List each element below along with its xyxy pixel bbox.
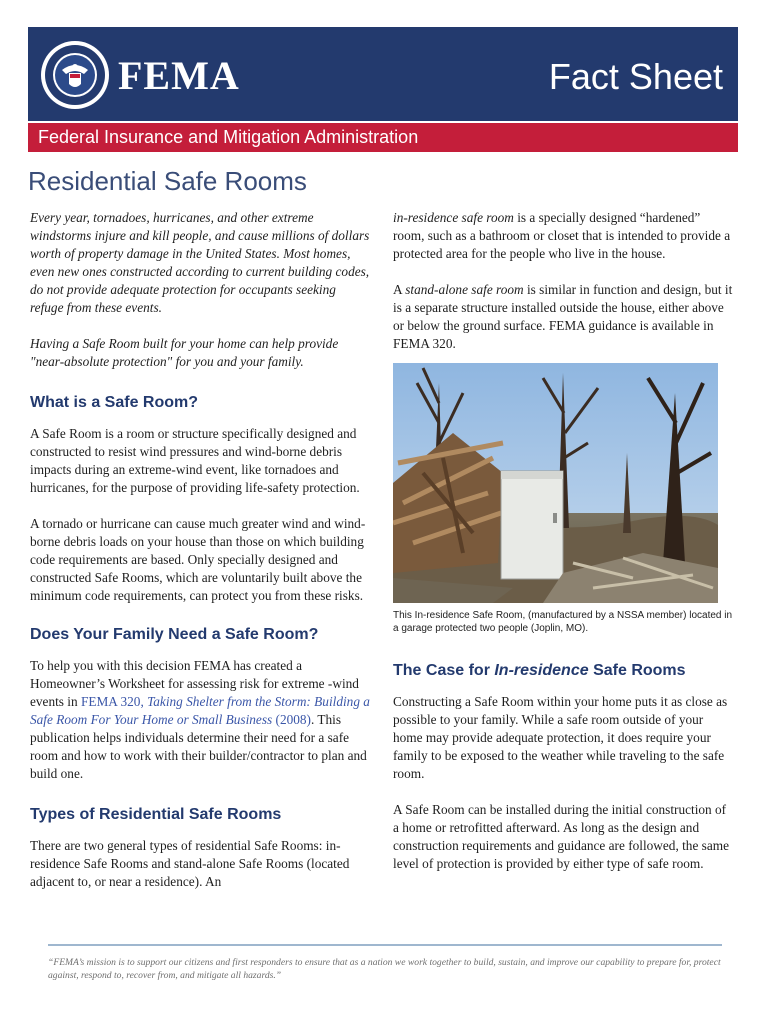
in-residence-term: in-residence safe room: [393, 210, 514, 225]
tornado-damage-photo: [393, 363, 718, 603]
stand-alone-text-end: is similar in function and design, but it is a separate structure installed outside the house, either above or below the ground surface. FEMA guidance is available in FEMA 320.: [393, 282, 733, 351]
family-need-paragraph: [30, 657, 370, 783]
case-heading-pre: The Case for: [393, 662, 495, 679]
dhs-seal-icon: [40, 40, 110, 110]
safe-room-photo: [393, 363, 718, 603]
left-column: [30, 209, 370, 909]
types-paragraph-1-part-b: [393, 209, 733, 263]
publication-year-link[interactable]: (2008): [272, 712, 311, 727]
photo-caption: This In-residence Safe Room, (manufactured by a NSSA member) located in a garage protected two people (Joplin, MO).: [393, 610, 733, 634]
types-paragraph-2: [393, 281, 733, 353]
right-column: [393, 209, 733, 891]
case-heading-post: Safe Rooms: [588, 662, 686, 679]
footer-divider: [48, 944, 722, 946]
publication-title-link[interactable]: Taking Shelter from the Storm: Building a Safe Room For Your Home or Small Business: [30, 694, 370, 727]
page-title: Residential Safe Rooms: [28, 166, 307, 196]
case-heading-em: In-residence: [494, 662, 589, 679]
agency-name: Federal Insurance and Mitigation Administration: [38, 127, 419, 147]
fema-logo: FEMA: [118, 53, 240, 98]
heading-types-safe-rooms: Types of Residential Safe Rooms: [30, 806, 282, 823]
case-paragraph-2: A Safe Room can be installed during the initial construction of a home or retrofitted afterward. As long as the design and construction requirements and guidance are followed, the same level of protection is provided by either type of safe room.: [393, 802, 729, 871]
intro-paragraph-1: Every year, tornadoes, hurricanes, and other extreme windstorms injure and kill people, and cause millions of dollars worth of property damage in the United States. Most homes, even new ones constructed according to current building codes, do not provide adequate protection for occupants seeking refuge from these events.: [30, 210, 370, 315]
stand-alone-term: stand-alone safe room: [405, 282, 524, 297]
link-separator: ,: [140, 694, 148, 709]
what-is-paragraph-2: A tornado or hurricane can cause much greater wind and wind-borne debris loads on your house than those on which building code requirements are based. Only specially designed and constructed Safe Rooms, which are voluntarily built above the minimum code requirements, can protect you from these risks.: [30, 516, 366, 603]
fema-320-link[interactable]: FEMA 320: [80, 694, 141, 709]
what-is-paragraph-1: A Safe Room is a room or structure specifically designed and constructed to resist wind pressures and wind-borne debris impacts during an extreme-wind event, like tornadoes and hurricanes, for the purpose of providing life-safety protection.: [30, 426, 360, 495]
types-text-end: is a specially designed “hardened” room, such as a bathroom or closet that is intended to provide a protected area for the people who live in the house.: [393, 210, 731, 261]
heading-what-is-safe-room: What is a Safe Room?: [30, 394, 199, 411]
mission-statement: “FEMA’s mission is to support our citizens and first responders to ensure that as a nation we work together to build, sustain, and improve our capability to prepare for, protect against, respond to, recover from, and mitigate all hazards.”: [48, 957, 721, 981]
doc-type-label: Fact Sheet: [548, 56, 723, 97]
stand-alone-text-start: A: [393, 282, 406, 297]
types-paragraph-1-part-a: [30, 837, 370, 891]
family-need-text-before: To help you with this decision FEMA has created a Homeowner’s Worksheet for assessing risk for extreme -wind events in: [30, 658, 359, 709]
types-text-start: There are two general types of residential Safe Rooms: in-residence Safe Rooms and stand-alone Safe Rooms (located adjacent to, or near a residence). An: [30, 838, 350, 889]
heading-family-need: Does Your Family Need a Safe Room?: [30, 626, 319, 643]
intro-paragraph-2: Having a Safe Room built for your home can help provide "near-absolute protection" for you and your family.: [30, 336, 339, 369]
family-need-text-after: . This publication helps individuals determine their need for a safe room and how to work with their builder/contractor to plan and build one.: [30, 712, 367, 781]
heading-case-in-residence: [393, 661, 733, 681]
case-paragraph-1: Constructing a Safe Room within your home puts it as close as possible to your family. While a safe room outside of your home may provide adequate protection, it does require your family to be exposed to the weather while traveling to the safe room.: [393, 694, 728, 781]
